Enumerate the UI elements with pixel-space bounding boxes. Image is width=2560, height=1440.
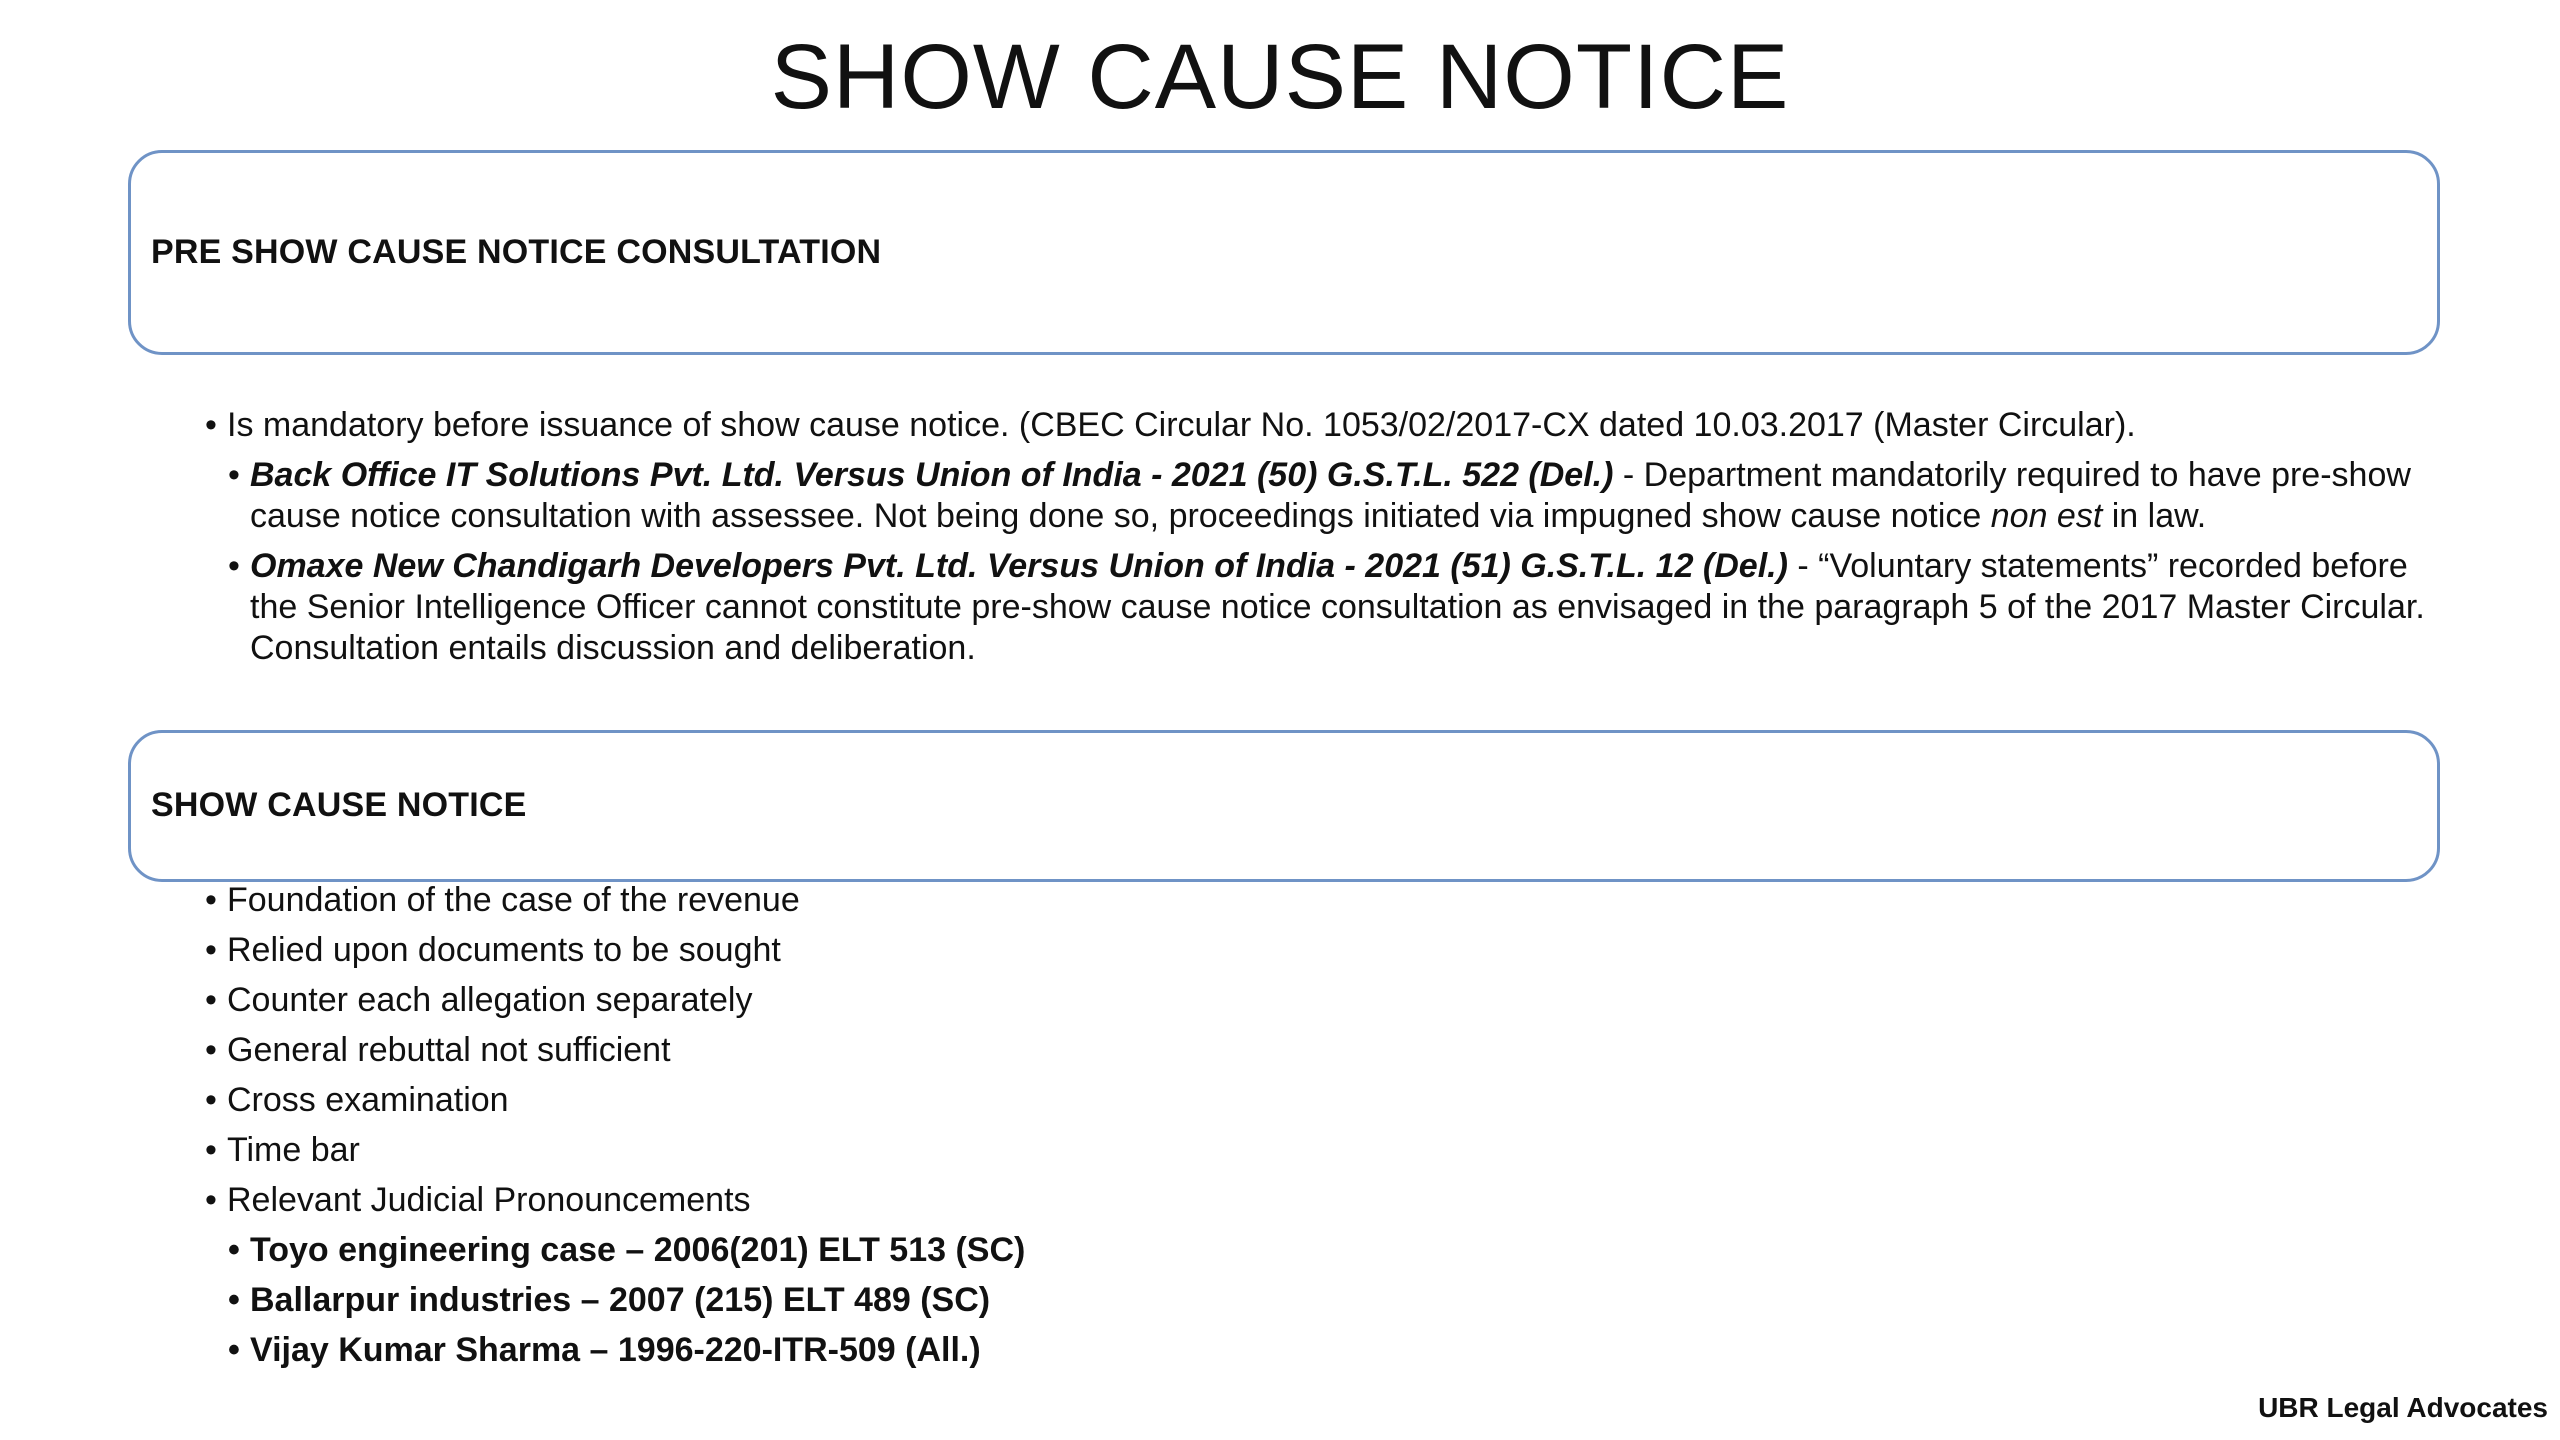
list-item xyxy=(0,880,2560,921)
bullet-icon: • xyxy=(228,456,240,494)
case-citation: Back Office IT Solutions Pvt. Ltd. Versus Union of India - 2021 (50) G.S.T.L. 522 (Del.) xyxy=(250,456,1614,494)
list-item xyxy=(0,930,2560,971)
bullet-text: Relied upon documents to be sought xyxy=(227,931,781,969)
bullet-text: Counter each allegation separately xyxy=(227,981,753,1019)
list-item xyxy=(0,1280,2560,1321)
list-item xyxy=(0,1080,2560,1121)
bullet-text: Foundation of the case of the revenue xyxy=(227,881,800,919)
list-item xyxy=(0,546,2560,669)
bullet-icon: • xyxy=(205,1181,217,1219)
case-emphasis: non est xyxy=(1990,497,2103,535)
case-summary: - Department mandatorily required to have pre-show cause notice consultation with assessee. Not being done so, proceedings initiated via impugned show cause notice xyxy=(250,456,2411,535)
list-item xyxy=(0,405,2560,446)
list-item xyxy=(0,455,2560,537)
bullet-icon: • xyxy=(205,1081,217,1119)
consultation-bullet-list xyxy=(0,405,2560,678)
list-item xyxy=(0,1330,2560,1371)
judgment-citation: Vijay Kumar Sharma – 1996-220-ITR-509 (All.) xyxy=(250,1331,981,1369)
scn-bullet-list xyxy=(0,880,2560,1380)
list-item xyxy=(0,1180,2560,1221)
bullet-icon: • xyxy=(228,1231,240,1269)
bullet-icon: • xyxy=(228,1281,240,1319)
section-box-show-cause-notice xyxy=(128,730,2440,882)
bullet-icon: • xyxy=(228,547,240,585)
bullet-icon: • xyxy=(205,1131,217,1169)
judgment-citation: Ballarpur industries – 2007 (215) ELT 489 (SC) xyxy=(250,1281,991,1319)
bullet-text: Time bar xyxy=(227,1131,360,1169)
section-heading: SHOW CAUSE NOTICE xyxy=(151,786,527,824)
section-heading: PRE SHOW CAUSE NOTICE CONSULTATION xyxy=(151,233,882,271)
slide-title: SHOW CAUSE NOTICE xyxy=(770,26,1790,128)
list-item xyxy=(0,1230,2560,1271)
section-box-pre-scn-consultation xyxy=(128,150,2440,355)
judgment-citation: Toyo engineering case – 2006(201) ELT 513 (SC) xyxy=(250,1231,1026,1269)
list-item xyxy=(0,1130,2560,1171)
bullet-icon: • xyxy=(205,981,217,1019)
bullet-icon: • xyxy=(228,1331,240,1369)
footer-brand: UBR Legal Advocates xyxy=(2258,1392,2548,1423)
list-item xyxy=(0,980,2560,1021)
bullet-icon: • xyxy=(205,406,217,444)
bullet-text: Is mandatory before issuance of show cause notice. (CBEC Circular No. 1053/02/2017-CX dated 10.03.2017 (Master Circular). xyxy=(227,406,2136,444)
bullet-icon: • xyxy=(205,881,217,919)
case-summary: - “Voluntary statements” recorded before the Senior Intelligence Officer cannot constitute pre-show cause notice consultation as envisaged in the paragraph 5 of the 2017 Master Circular. Consultation entails discussion and deliberation. xyxy=(250,547,2425,667)
bullet-icon: • xyxy=(205,931,217,969)
case-citation: Omaxe New Chandigarh Developers Pvt. Ltd. Versus Union of India - 2021 (51) G.S.T.L. 12 (Del.) xyxy=(250,547,1788,585)
bullet-icon: • xyxy=(205,1031,217,1069)
bullet-text: Relevant Judicial Pronouncements xyxy=(227,1181,751,1219)
case-summary-end: in law. xyxy=(2102,497,2207,535)
bullet-text: Cross examination xyxy=(227,1081,509,1119)
list-item xyxy=(0,1030,2560,1071)
bullet-text: General rebuttal not sufficient xyxy=(227,1031,671,1069)
